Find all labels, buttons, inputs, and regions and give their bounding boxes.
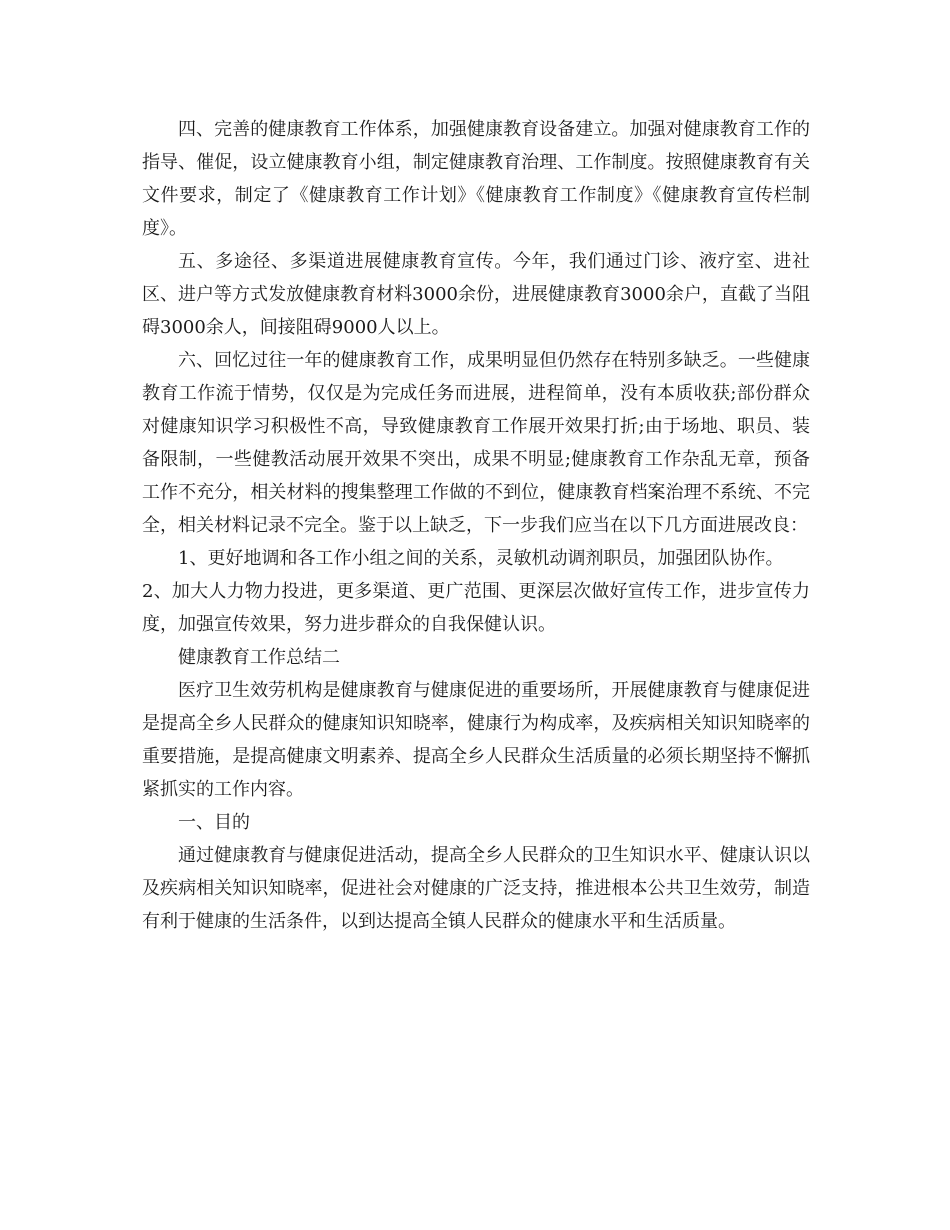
paragraph-medical-institutions: 医疗卫生效劳机构是健康教育与健康促进的重要场所，开展健康教育与健康促进是提高全乡人民群众的健康知识知晓率，健康行为构成率，及疾病相关知识知晓率的重要措施，是提高健康文明素养、提高全乡人民群众生活质量的必须长期坚持不懈抓紧抓实的工作内容。 [142,680,810,800]
document-body [142,113,810,938]
section-heading-summary-two: 健康教育工作总结二 [178,647,340,668]
paragraph-review-shortcomings: 六、回忆过往一年的健康教育工作，成果明显但仍然存在特别多缺乏。一些健康教育工作流于情势，仅仅是为完成任务而进展，进程简单，没有本质收获;部份群众对健康知识学习积极性不高，导致健康教育工作展开效果打折;由于场地、职员、装备限制，一些健教活动展开效果不突出，成果不明显;健康教育工作杂乱无章，预备工作不充分，相关材料的搜集整理工作做的不到位，健康教育档案治理不系统、不完全，相关材料记录不完全。鉴于以上缺乏，下一步我们应当在以下几方面进展改良： [142,350,810,536]
paragraph-improvement-1: 1、更好地调和各工作小组之间的关系，灵敏机动调剂职员，加强团队协作。 [178,548,784,569]
paragraph-improvement-2: 2、加大人力物力投进，更多渠道、更广范围、更深层次做好宣传工作，进步宣传力度，加强宣传效果，努力进步群众的自我保健认识。 [142,581,810,635]
section-heading-purpose: 一、目的 [178,812,250,833]
paragraph-publicity-channels: 五、多途径、多渠道进展健康教育宣传。今年，我们通过门诊、液疗室、进社区、进户等方式发放健康教育材料3000余份，进展健康教育3000余户，直截了当阻碍3000余人，间接阻碍9000人以上。 [142,251,810,338]
paragraph-health-education-system: 四、完善的健康教育工作体系，加强健康教育设备建立。加强对健康教育工作的指导、催促，设立健康教育小组，制定健康教育治理、工作制度。按照健康教育有关文件要求，制定了《健康教育工作计划》《健康教育工作制度》《健康教育宣传栏制度》。 [142,119,810,239]
paragraph-purpose: 通过健康教育与健康促进活动，提高全乡人民群众的卫生知识水平、健康认识以及疾病相关知识知晓率，促进社会对健康的广泛支持，推进根本公共卫生效劳，制造有利于健康的生活条件，以到达提高全镇人民群众的健康水平和生活质量。 [142,845,810,932]
